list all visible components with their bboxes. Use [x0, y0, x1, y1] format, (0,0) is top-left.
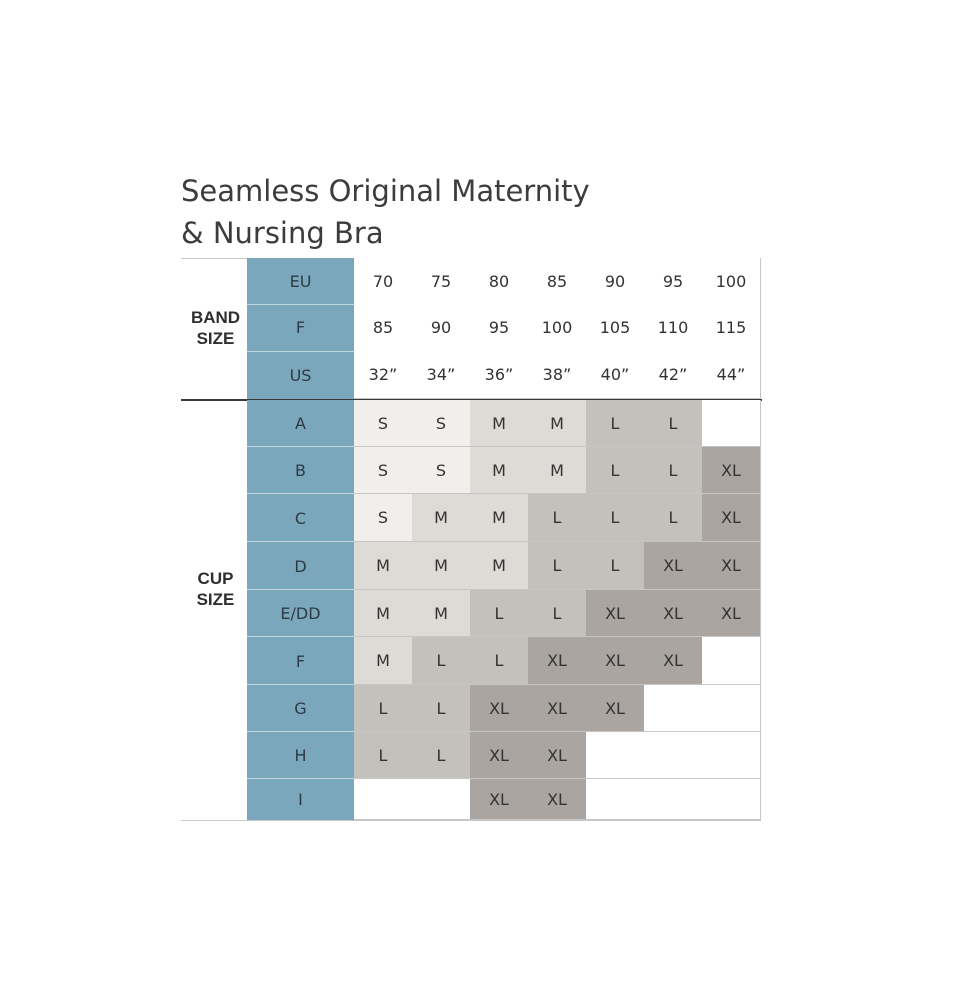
- label-separator: [247, 541, 354, 542]
- recommended-size-cell: XL: [528, 685, 587, 732]
- recommended-size-cell: XL: [528, 732, 587, 779]
- recommended-size-cell: L: [470, 637, 529, 685]
- band-size-cell: 100: [528, 304, 587, 352]
- recommended-size-cell: M: [354, 542, 413, 590]
- label-separator: [247, 684, 354, 685]
- band-label-line-1: BAND: [190, 308, 241, 327]
- recommended-size-cell: M: [470, 542, 529, 590]
- title-line-2: & Nursing Bra: [181, 216, 384, 250]
- recommended-size-cell: M: [528, 400, 587, 447]
- recommended-size-cell: [586, 779, 645, 820]
- label-separator: [247, 778, 354, 779]
- cup-label-line-2: SIZE: [196, 590, 235, 609]
- recommended-size-cell: XL: [528, 779, 587, 820]
- recommended-size-cell: XL: [702, 542, 761, 590]
- label-separator: [247, 636, 354, 637]
- cup-size-label: [181, 568, 250, 610]
- recommended-size-cell: [702, 779, 761, 820]
- recommended-size-cell: XL: [644, 637, 703, 685]
- recommended-size-cell: L: [412, 685, 471, 732]
- recommended-size-cell: XL: [470, 732, 529, 779]
- recommended-size-cell: [644, 779, 703, 820]
- band-size-cell: 34”: [412, 351, 471, 399]
- recommended-size-cell: XL: [470, 685, 529, 732]
- recommended-size-cell: M: [354, 637, 413, 685]
- band-size-cell: 70: [354, 258, 413, 305]
- recommended-size-cell: L: [528, 542, 587, 590]
- cup-row-label: H: [247, 732, 354, 779]
- recommended-size-cell: [702, 732, 761, 779]
- recommended-size-cell: XL: [586, 637, 645, 685]
- recommended-size-cell: M: [354, 590, 413, 637]
- recommended-size-cell: M: [470, 400, 529, 447]
- band-size-cell: 95: [644, 258, 703, 305]
- recommended-size-cell: XL: [702, 494, 761, 542]
- recommended-size-cell: [644, 685, 703, 732]
- bottom-rule: [181, 820, 761, 821]
- label-separator: [247, 731, 354, 732]
- band-size-cell: 36”: [470, 351, 529, 399]
- recommended-size-cell: L: [586, 447, 645, 494]
- band-size-cell: 90: [586, 258, 645, 305]
- band-size-cell: 44”: [702, 351, 761, 399]
- recommended-size-cell: XL: [586, 685, 645, 732]
- recommended-size-cell: XL: [702, 447, 761, 494]
- recommended-size-cell: L: [586, 400, 645, 447]
- band-size-label: [181, 307, 250, 349]
- label-separator: [247, 351, 354, 352]
- recommended-size-cell: S: [354, 494, 413, 542]
- recommended-size-cell: [644, 732, 703, 779]
- recommended-size-cell: L: [586, 494, 645, 542]
- label-separator: [247, 304, 354, 305]
- recommended-size-cell: L: [354, 685, 413, 732]
- label-separator: [247, 446, 354, 447]
- chart-title: [181, 170, 781, 254]
- recommended-size-cell: [354, 779, 413, 820]
- band-size-cell: 40”: [586, 351, 645, 399]
- recommended-size-cell: XL: [528, 637, 587, 685]
- recommended-size-cell: M: [412, 494, 471, 542]
- band-size-cell: 90: [412, 304, 471, 352]
- recommended-size-cell: [586, 732, 645, 779]
- recommended-size-cell: XL: [644, 542, 703, 590]
- band-size-cell: 80: [470, 258, 529, 305]
- cup-row-label: D: [247, 542, 354, 590]
- recommended-size-cell: L: [528, 494, 587, 542]
- cup-row-label: A: [247, 400, 354, 447]
- recommended-size-cell: L: [412, 637, 471, 685]
- recommended-size-cell: S: [354, 447, 413, 494]
- band-size-cell: 95: [470, 304, 529, 352]
- band-size-cell: 75: [412, 258, 471, 305]
- recommended-size-cell: L: [644, 447, 703, 494]
- band-size-cell: 32”: [354, 351, 413, 399]
- label-separator: [247, 493, 354, 494]
- recommended-size-cell: L: [586, 542, 645, 590]
- recommended-size-cell: [412, 779, 471, 820]
- recommended-size-cell: XL: [644, 590, 703, 637]
- recommended-size-cell: XL: [702, 590, 761, 637]
- recommended-size-cell: L: [644, 400, 703, 447]
- recommended-size-cell: L: [644, 494, 703, 542]
- recommended-size-cell: [702, 637, 761, 685]
- cup-label-line-1: CUP: [197, 569, 234, 588]
- recommended-size-cell: M: [470, 447, 529, 494]
- cup-row-label: G: [247, 685, 354, 732]
- band-size-cell: 85: [528, 258, 587, 305]
- band-size-cell: 38”: [528, 351, 587, 399]
- recommended-size-cell: M: [412, 590, 471, 637]
- recommended-size-cell: L: [528, 590, 587, 637]
- title-line-1: Seamless Original Maternity: [181, 174, 590, 208]
- cup-row-label: E/DD: [247, 590, 354, 637]
- recommended-size-cell: S: [412, 447, 471, 494]
- band-row-label: F: [247, 304, 354, 351]
- recommended-size-cell: S: [412, 400, 471, 447]
- band-size-cell: 105: [586, 304, 645, 352]
- cup-row-label: C: [247, 494, 354, 542]
- band-size-cell: 100: [702, 258, 761, 305]
- band-row-label: US: [247, 351, 354, 399]
- cup-row-label: F: [247, 637, 354, 685]
- cup-row-label: B: [247, 447, 354, 494]
- recommended-size-cell: M: [470, 494, 529, 542]
- recommended-size-cell: XL: [470, 779, 529, 820]
- band-label-line-2: SIZE: [196, 329, 235, 348]
- recommended-size-cell: XL: [586, 590, 645, 637]
- recommended-size-cell: M: [412, 542, 471, 590]
- recommended-size-cell: [702, 685, 761, 732]
- band-size-cell: 115: [702, 304, 761, 352]
- band-size-cell: 42”: [644, 351, 703, 399]
- band-row-label: EU: [247, 258, 354, 304]
- recommended-size-cell: M: [528, 447, 587, 494]
- recommended-size-cell: L: [412, 732, 471, 779]
- recommended-size-cell: L: [354, 732, 413, 779]
- recommended-size-cell: [702, 400, 761, 447]
- band-size-cell: 110: [644, 304, 703, 352]
- label-separator: [247, 589, 354, 590]
- band-size-cell: 85: [354, 304, 413, 352]
- recommended-size-cell: S: [354, 400, 413, 447]
- cup-row-label: I: [247, 779, 354, 820]
- recommended-size-cell: L: [470, 590, 529, 637]
